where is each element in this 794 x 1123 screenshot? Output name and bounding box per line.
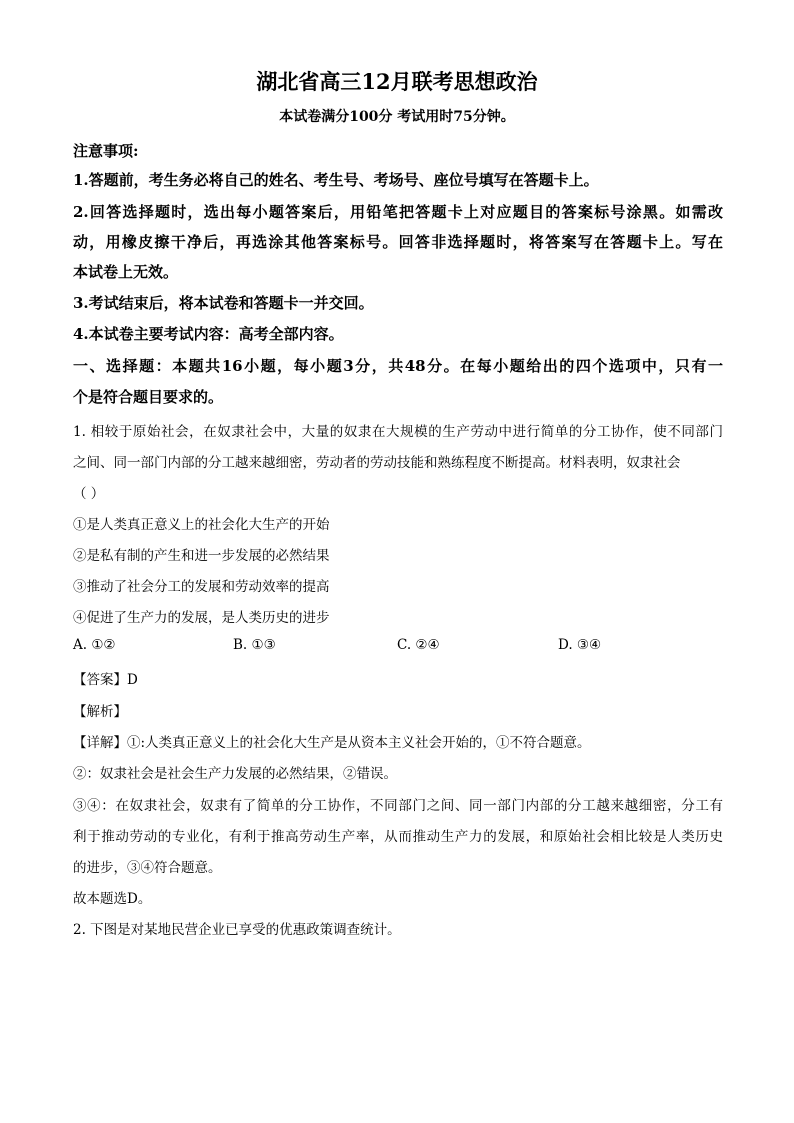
question-1-stem-line-1: 1. 相较于原始社会，在奴隶社会中，大量的奴隶在大规模的生产劳动中进行简单的分工协作，使不同部门: [73, 424, 723, 440]
question-1-conclusion: 故本题选D。: [73, 891, 152, 907]
question-1-option-a: A. ①②: [73, 637, 116, 653]
question-1-statement-3: ③推动了社会分工的发展和劳动效率的提高: [73, 579, 330, 595]
notice-item-2-line-1: 2.回答选择题时，选出每小题答案后，用铅笔把答题卡上对应题目的答案标号涂黑。如需改: [73, 203, 723, 221]
question-1-stem-line-2: 之间、同一部门内部的分工越来越细密，劳动者的劳动技能和熟练程度不断提高。材料表明，奴隶社会: [73, 455, 681, 471]
question-1-detail-1: 【详解】①:人类真正意义上的社会化大生产是从资本主义社会开始的，①不符合题意。: [73, 735, 591, 751]
notice-item-4: 4.本试卷主要考试内容：高考全部内容。: [73, 325, 344, 343]
question-1-option-d: D. ③④: [558, 637, 602, 653]
question-2-stem: 2. 下图是对某地民营企业已享受的优惠政策调查统计。: [73, 922, 401, 938]
question-1-answer: 【答案】D: [73, 672, 138, 688]
question-1-detail-3-line-3: 的进步，③④符合题意。: [73, 860, 222, 876]
notice-item-3: 3.考试结束后，将本试卷和答题卡一并交回。: [73, 294, 374, 312]
question-1-detail-3-line-1: ③④：在奴隶社会，奴隶有了简单的分工协作，不同部门之间、同一部门内部的分工越来越细密，分工有: [73, 798, 723, 814]
section-heading-line-1: 一、选择题：本题共16小题，每小题3分，共48分。在每小题给出的四个选项中，只有一: [73, 357, 723, 375]
exam-subtitle: 本试卷满分100分 考试用时75分钟。: [279, 109, 515, 125]
notice-item-1: 1.答题前，考生务必将自己的姓名、考生号、考场号、座位号填写在答题卡上。: [73, 171, 599, 189]
notice-item-2-line-2: 动，用橡皮擦干净后，再选涂其他答案标号。回答非选择题时，将答案写在答题卡上。写在: [73, 233, 723, 251]
page-title: 湖北省高三12月联考思想政治: [256, 69, 538, 94]
question-1-detail-3-line-2: 利于推动劳动的专业化，有利于推高劳动生产率，从而推动生产力的发展，和原始社会相比较是人类历史: [73, 829, 723, 845]
section-heading-line-2: 个是符合题目要求的。: [73, 388, 224, 406]
question-1-option-b: B. ①③: [233, 637, 276, 653]
question-1-option-c: C. ②④: [397, 637, 440, 653]
question-1-stem-line-3: （ ）: [73, 486, 105, 502]
question-1-statement-1: ①是人类真正意义上的社会化大生产的开始: [73, 517, 330, 533]
question-1-statement-2: ②是私有制的产生和进一步发展的必然结果: [73, 548, 330, 564]
notice-heading: 注意事项:: [73, 142, 139, 160]
notice-item-2-line-3: 本试卷上无效。: [73, 263, 179, 281]
question-1-statement-4: ④促进了生产力的发展，是人类历史的进步: [73, 610, 330, 626]
question-1-detail-2: ②：奴隶社会是社会生产力发展的必然结果，②错误。: [73, 766, 397, 782]
question-1-analysis-label: 【解析】: [73, 704, 127, 720]
